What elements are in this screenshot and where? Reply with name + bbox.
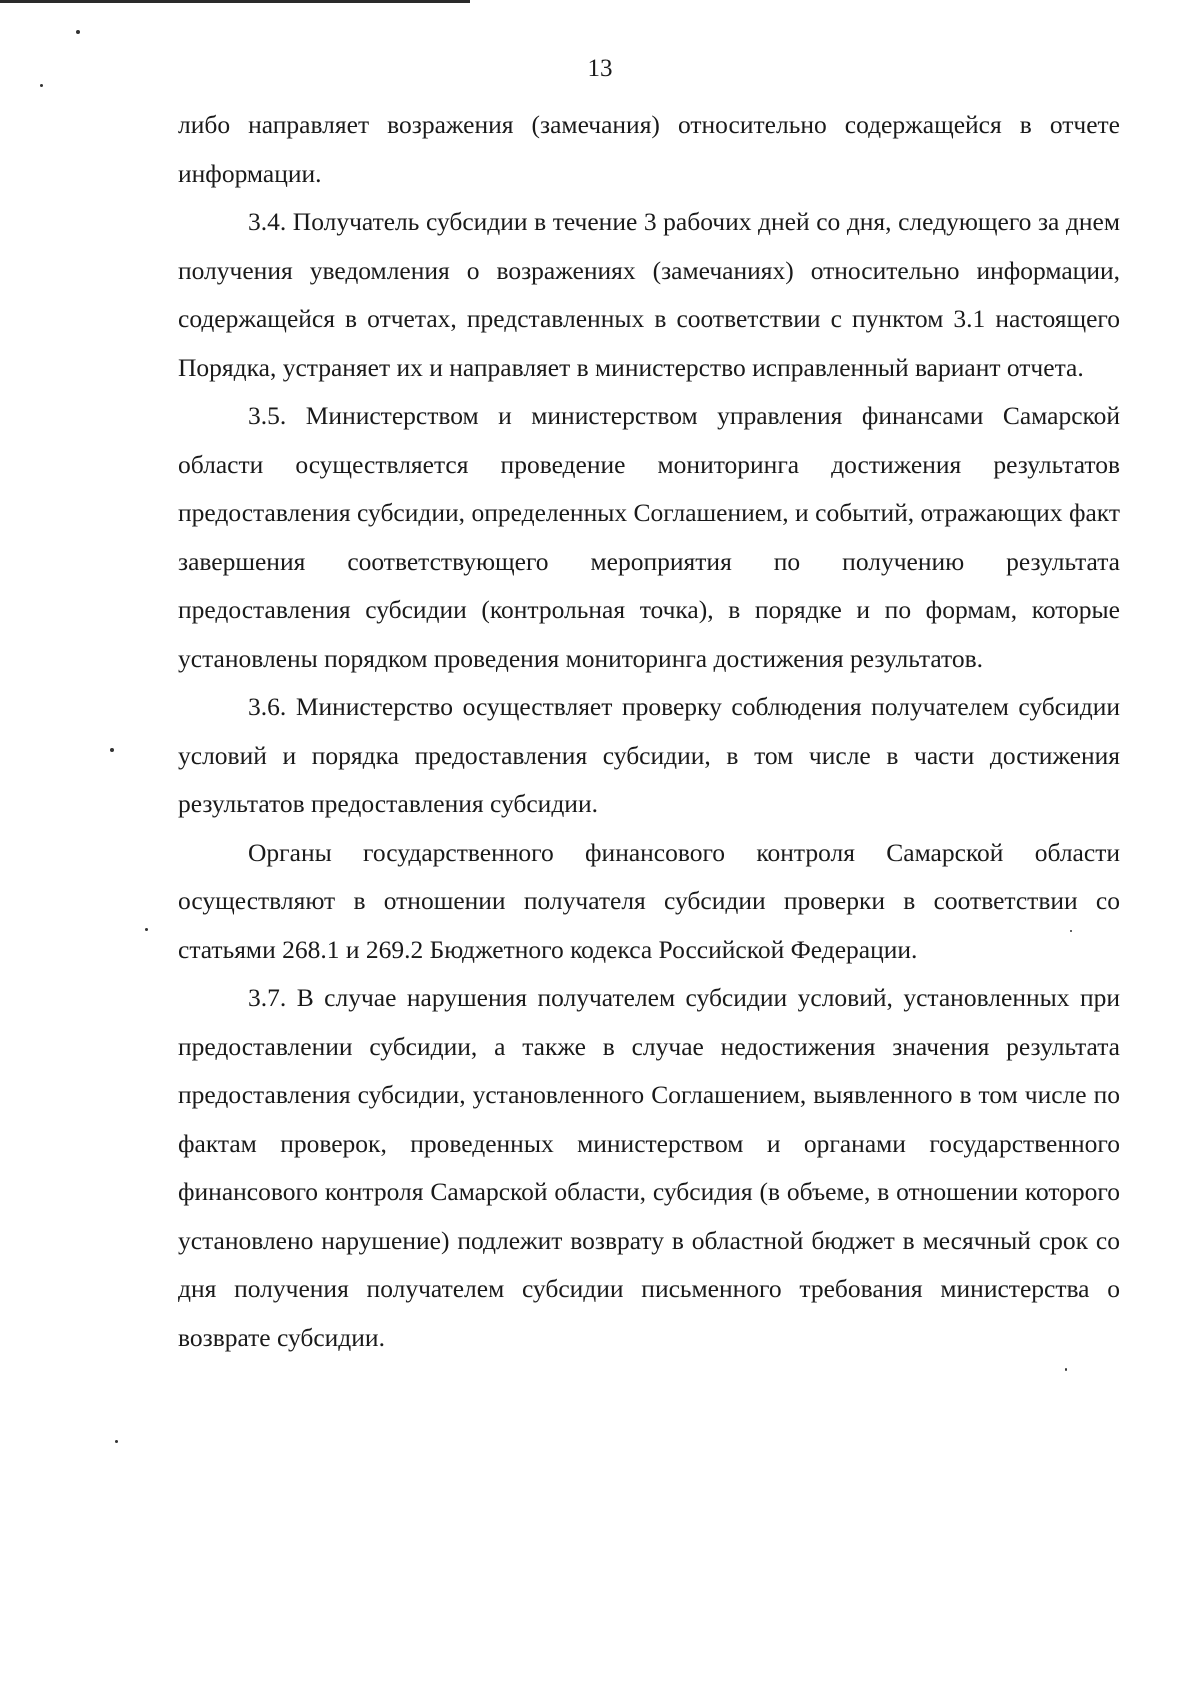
scan-speck	[40, 84, 43, 87]
scan-speck	[1065, 1368, 1067, 1371]
paragraph-3-5: 3.5. Министерством и министерством управления финансами Самарской области осуществляется проведение мониторинга достижения результатов предоставления субсидии, определенных Соглашением, и событий, отражающих факт завершения соответствующего мероприятия по получению результата предоставления субсидии (контрольная точка), в порядке и по формам, которые установлены порядком проведения мониторинга достижения результатов.	[178, 401, 1120, 673]
scan-edge-line	[0, 0, 470, 3]
page-number: 13	[587, 55, 613, 82]
paragraph-3-7: 3.7. В случае нарушения получателем субсидии условий, установленных при предоставлении субсидии, а также в случае недостижения значения результата предоставления субсидии, установленного Соглашением, выявленного в том числе по фактам проверок, проведенных министерством и органами государственного финансового контроля Самарской области, субсидия (в объеме, в отношении которого установлено нарушение) подлежит возврату в областной бюджет в месячный срок со дня получения получателем субсидии письменного требования министерства о возврате субсидии.	[178, 983, 1120, 1352]
paragraph-3-4: 3.4. Получатель субсидии в течение 3 рабочих дней со дня, следующего за днем получения уведомления о возражениях (замечаниях) относительно информации, содержащейся в отчетах, представленных в соответствии с пунктом 3.1 настоящего Порядка, устраняет их и направляет в министерство исправленный вариант отчета.	[178, 207, 1120, 382]
scan-speck	[110, 748, 114, 752]
document-body	[178, 101, 1120, 1362]
scan-speck	[145, 928, 148, 931]
paragraph-control-bodies: Органы государственного финансового контроля Самарской области осуществляют в отношении получателя субсидии проверки в соответствии со статьями 268.1 и 269.2 Бюджетного кодекса Российской Федерации.	[178, 837, 1120, 964]
paragraph-3-6: 3.6. Министерство осуществляет проверку соблюдения получателем субсидии условий и порядка предоставления субсидии, в том числе в части достижения результатов предоставления субсидии.	[178, 692, 1120, 818]
scan-speck	[76, 30, 80, 34]
scan-speck	[115, 1440, 118, 1443]
paragraph-continuation: либо направляет возражения (замечания) относительно содержащейся в отчете информации.	[178, 110, 1120, 188]
